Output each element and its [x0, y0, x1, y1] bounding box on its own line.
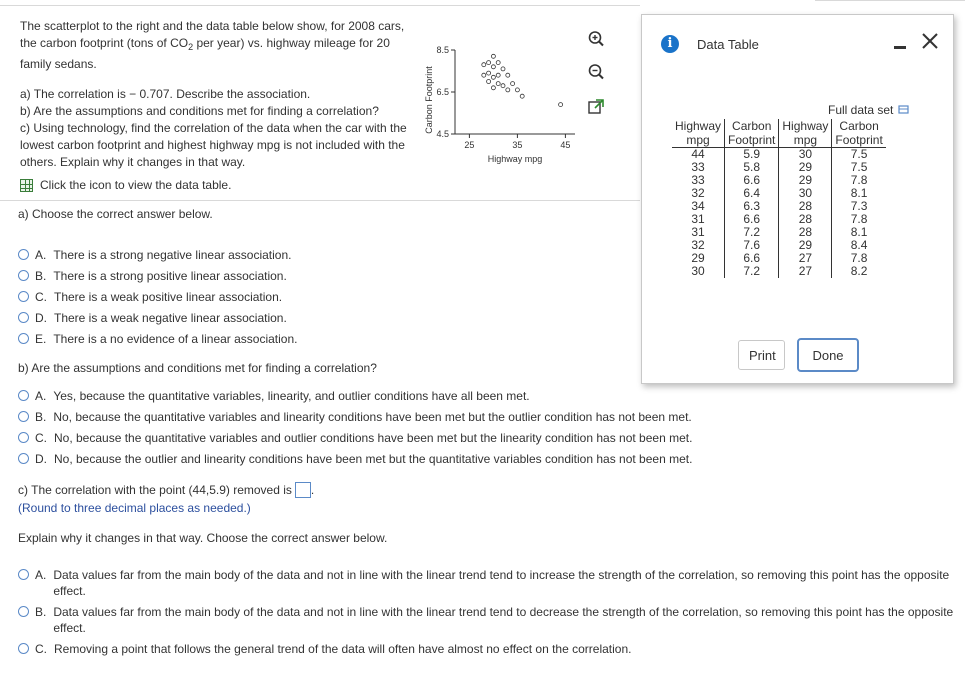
- data-point: [501, 67, 505, 71]
- option-c-b[interactable]: B. Data values far from the main body of the data and not in line with the linear trend tend to decrease the strength of the correlation, so removing this point has the opposite effect.: [18, 604, 963, 636]
- table-row: [672, 148, 886, 162]
- explain-prompt: Explain why it changes in that way. Choose the correct answer below.: [18, 531, 388, 545]
- part-c-text: c) Using technology, find the correlation of the data when the car with the lowest carbon footprint and highest highway mpg is not included with the others. Explain why it changes in that way.: [20, 121, 407, 169]
- table-cell: 7.2: [725, 265, 779, 278]
- table-cell: 31: [691, 225, 705, 239]
- part-b-prompt: b) Are the assumptions and conditions met for finding a correlation?: [18, 361, 377, 375]
- data-point: [496, 61, 500, 65]
- top-divider-right: [815, 0, 965, 1]
- col-header: Highway: [779, 119, 832, 133]
- table-cell: 29: [779, 239, 832, 252]
- data-point: [491, 86, 495, 90]
- data-point: [506, 73, 510, 77]
- done-button[interactable]: Done: [797, 338, 859, 372]
- radio-button[interactable]: [18, 432, 29, 443]
- dialog-title: Data Table: [697, 37, 759, 52]
- table-cell: 6.6: [725, 213, 779, 226]
- table-cell: 8.2: [832, 265, 886, 278]
- data-point: [496, 73, 500, 77]
- view-data-table-label[interactable]: Click the icon to view the data table.: [40, 178, 232, 192]
- col-header: Footprint: [832, 133, 886, 148]
- y-tick-label: 4.5: [436, 129, 449, 139]
- table-cell: 34: [691, 199, 705, 213]
- table-cell: 7.8: [832, 174, 886, 187]
- table-cell: 7.2: [725, 226, 779, 239]
- table-cell: 8.1: [832, 226, 886, 239]
- popout-icon[interactable]: [587, 98, 605, 116]
- data-table: [672, 119, 886, 278]
- data-point: [515, 88, 519, 92]
- table-cell: 32: [691, 238, 705, 252]
- x-tick-label: 35: [512, 140, 523, 150]
- top-divider: [0, 5, 640, 6]
- part-b-options: [18, 385, 692, 469]
- zoom-in-button[interactable]: [585, 28, 607, 50]
- option-a-d[interactable]: D. There is a weak negative linear association.: [18, 307, 298, 328]
- data-point: [559, 103, 563, 107]
- section-divider: [0, 200, 640, 201]
- part-c-prompt: c) The correlation with the point (44,5.9) removed is: [18, 483, 292, 497]
- prompt-period: .: [310, 483, 315, 497]
- data-point: [491, 54, 495, 58]
- copy-data-icon[interactable]: [898, 105, 910, 115]
- table-cell: 5.8: [725, 161, 779, 174]
- data-point: [487, 80, 491, 84]
- radio-button[interactable]: [18, 411, 29, 422]
- minimize-button[interactable]: [889, 31, 913, 53]
- data-point: [487, 61, 491, 65]
- col-header: Highway: [675, 119, 722, 133]
- col-header: Carbon: [832, 119, 886, 133]
- part-b-text: b) Are the assumptions and conditions met for finding a correlation?: [20, 104, 379, 118]
- table-cell: 27: [779, 252, 832, 265]
- data-table-icon[interactable]: [20, 179, 33, 192]
- table-cell: 31: [691, 212, 705, 226]
- x-axis-label: Highway mpg: [487, 154, 543, 164]
- col-header: mpg: [779, 133, 832, 148]
- option-a-b[interactable]: B. There is a strong positive linear association.: [18, 265, 298, 286]
- table-cell: 7.8: [832, 252, 886, 265]
- option-a-e[interactable]: E. There is a no evidence of a linear association.: [18, 328, 298, 349]
- y-tick-label: 8.5: [436, 45, 449, 55]
- table-cell: 44: [691, 147, 705, 161]
- table-cell: 6.4: [725, 187, 779, 200]
- full-data-set-label[interactable]: Full data set: [828, 103, 894, 117]
- minimize-icon[interactable]: [889, 31, 913, 53]
- round-note: (Round to three decimal places as needed.): [18, 501, 251, 515]
- table-cell: 28: [779, 213, 832, 226]
- data-point: [506, 88, 510, 92]
- x-tick-label: 25: [464, 140, 475, 150]
- table-cell: 7.3: [832, 200, 886, 213]
- radio-button[interactable]: [18, 569, 29, 580]
- option-c-a[interactable]: A. Data values far from the main body of the data and not in line with the linear trend tend to increase the strength of the correlation, so removing this point has the opposite effect.: [18, 567, 963, 599]
- data-point: [501, 84, 505, 88]
- option-a-c[interactable]: C. There is a weak positive linear association.: [18, 286, 298, 307]
- table-cell: 27: [779, 265, 832, 278]
- radio-button[interactable]: [18, 390, 29, 401]
- table-cell: 33: [691, 160, 705, 174]
- radio-button[interactable]: [18, 453, 29, 464]
- radio-button[interactable]: [18, 249, 29, 260]
- col-header: mpg: [672, 133, 725, 148]
- table-cell: 7.6: [725, 239, 779, 252]
- data-point: [496, 82, 500, 86]
- table-cell: 7.8: [832, 213, 886, 226]
- option-a-a[interactable]: A. There is a strong negative linear association.: [18, 244, 298, 265]
- part-a-text: a) The correlation is − 0.707. Describe the association.: [20, 87, 311, 101]
- table-cell: 6.3: [725, 200, 779, 213]
- data-point: [491, 65, 495, 69]
- radio-button[interactable]: [18, 291, 29, 302]
- option-b-b[interactable]: B. No, because the quantitative variables and linearity conditions have been met but the outlier condition has not been met.: [18, 406, 692, 427]
- info-icon: i: [661, 35, 679, 53]
- option-c-c[interactable]: C. Removing a point that follows the general trend of the data will often have almost no effect on the correlation.: [18, 641, 963, 657]
- table-cell: 30: [779, 148, 832, 162]
- x-tick-label: 45: [560, 140, 571, 150]
- table-cell: 7.5: [832, 161, 886, 174]
- scatterplot: [420, 40, 590, 185]
- data-point: [511, 82, 515, 86]
- part-c-options: [18, 567, 963, 662]
- table-cell: 28: [779, 226, 832, 239]
- data-point: [482, 73, 486, 77]
- data-point: [482, 63, 486, 67]
- data-point: [487, 71, 491, 75]
- table-cell: 8.4: [832, 239, 886, 252]
- zoom-in-icon[interactable]: [587, 30, 605, 48]
- table-row: [672, 265, 886, 278]
- full-data-set-link[interactable]: [828, 103, 910, 117]
- part-a-options: [18, 244, 298, 349]
- option-b-d[interactable]: D. No, because the outlier and linearity conditions have been met but the quantitative variables condition has not been met.: [18, 448, 692, 469]
- close-icon[interactable]: [918, 29, 942, 53]
- close-button[interactable]: [918, 29, 942, 53]
- radio-button[interactable]: [18, 606, 29, 617]
- zoom-out-icon[interactable]: [587, 63, 605, 81]
- table-cell: 30: [779, 187, 832, 200]
- table-cell: 6.6: [725, 174, 779, 187]
- table-cell: 28: [779, 200, 832, 213]
- data-table-dialog: [641, 14, 954, 384]
- data-point: [520, 94, 524, 98]
- print-button[interactable]: Print: [738, 340, 785, 370]
- intro-text: The scatterplot to the right and the data table below show, for 2008 cars, the carbon footprint (tons of $CO_2$ per year) vs. highway mileage for 20 family sedans.: [20, 19, 405, 71]
- part-c-prompt-row: [18, 482, 314, 498]
- table-cell: 33: [691, 173, 705, 187]
- data-table-body: [672, 148, 886, 279]
- y-tick-label: 6.5: [436, 87, 449, 97]
- radio-button[interactable]: [18, 270, 29, 281]
- part-a-prompt: a) Choose the correct answer below.: [18, 207, 213, 221]
- option-b-c[interactable]: C. No, because the quantitative variables and outlier conditions have been met but the linearity condition has not been met.: [18, 427, 692, 448]
- table-cell: 32: [691, 186, 705, 200]
- correlation-answer-input[interactable]: [295, 482, 311, 498]
- col-header: Carbon: [725, 119, 779, 133]
- option-b-a[interactable]: A. Yes, because the quantitative variables, linearity, and outlier conditions have all been met.: [18, 385, 692, 406]
- table-cell: 29: [779, 161, 832, 174]
- table-cell: 5.9: [725, 148, 779, 162]
- table-cell: 29: [691, 251, 705, 265]
- radio-button[interactable]: [18, 312, 29, 323]
- popout-button[interactable]: [585, 96, 607, 118]
- table-cell: 6.6: [725, 252, 779, 265]
- table-cell: 30: [691, 264, 705, 278]
- table-cell: 29: [779, 174, 832, 187]
- radio-button[interactable]: [18, 333, 29, 344]
- table-cell: 8.1: [832, 187, 886, 200]
- question-intro: [20, 18, 415, 194]
- radio-button[interactable]: [18, 643, 29, 654]
- zoom-out-button[interactable]: [585, 61, 607, 83]
- data-point: [491, 75, 495, 79]
- col-header: Footprint: [725, 133, 779, 148]
- y-axis-label: Carbon Footprint: [424, 66, 434, 134]
- view-data-table-link[interactable]: [20, 177, 415, 194]
- table-cell: 7.5: [832, 148, 886, 162]
